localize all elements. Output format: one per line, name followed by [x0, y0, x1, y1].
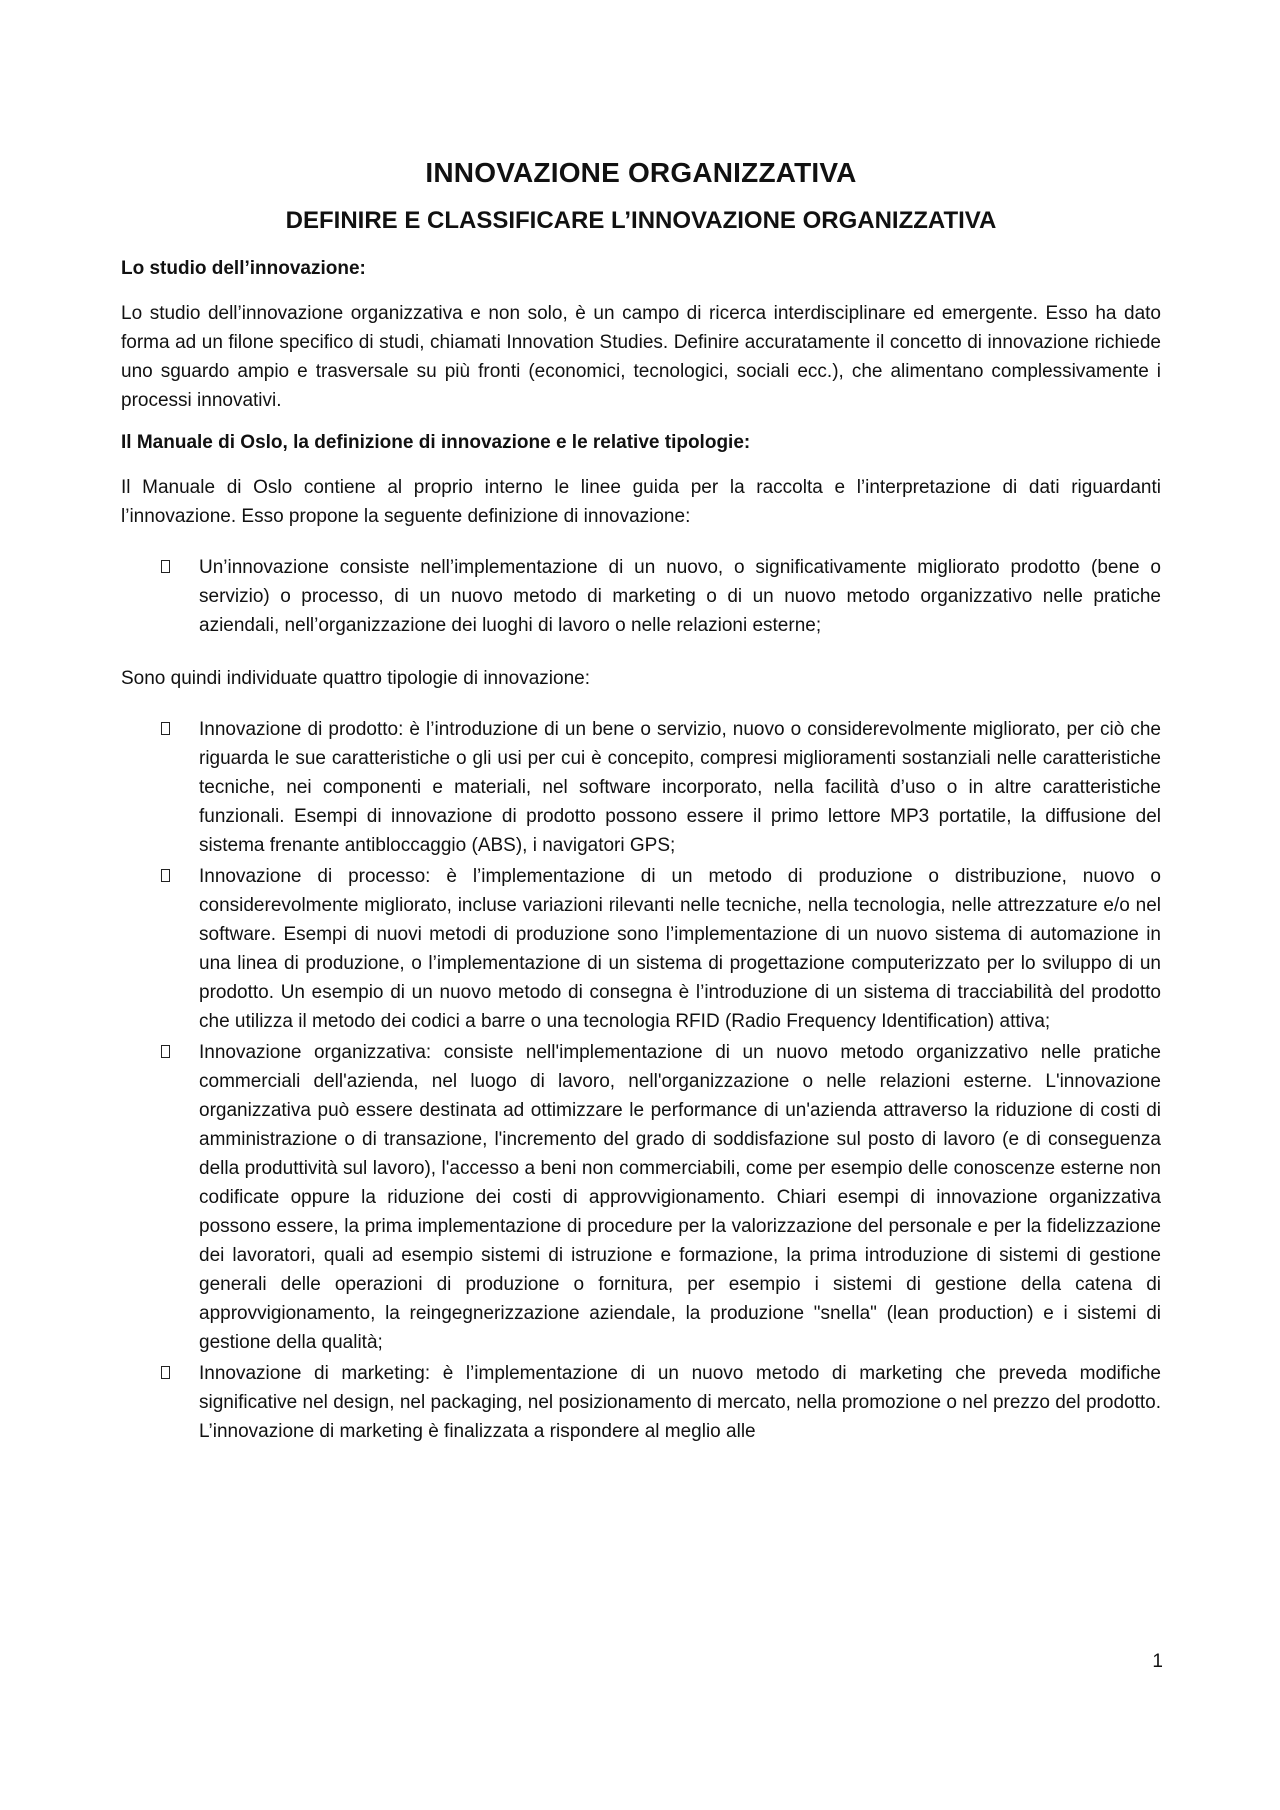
definition-list: [121, 553, 1161, 640]
list-item-organizational-innovation: [121, 1038, 1161, 1357]
paragraph-typologies-intro: Sono quindi individuate quattro tipologie di innovazione:: [121, 668, 591, 689]
list-item-process-innovation: [121, 862, 1161, 1036]
list-item-text: Innovazione organizzativa: consiste nell'implementazione di un nuovo metodo organizzativo nelle pratiche commerciali dell'azienda, nel luogo di lavoro, nell'organizzazione o nelle relazioni esterne. L'innovazione organizzativa può essere destinata ad ottimizzare le performance di un'azienda attraverso la riduzione di costi di amministrazione o di transazione, l'incremento del grado di soddisfazione sul posto di lavoro (e di conseguenza della produttività sul lavoro), l'accesso a beni non commerciabili, come per esempio delle conoscenze esterne non codificate oppure la riduzione dei costi di approvvigionamento. Chiari esempi di innovazione organizzativa possono essere, la prima implementazione di procedure per la valorizzazione del personale e per la fidelizzazione dei lavoratori, quali ad esempio sistemi di istruzione e formazione, la prima introduzione di sistemi di gestione generali delle operazioni di produzione o fornitura, per esempio i sistemi di gestione della catena di approvvigionamento, la reingegnerizzazione aziendale, la produzione "snella" (lean production) e i sistemi di gestione della qualità;: [199, 1042, 1161, 1353]
paragraph-study: Lo studio dell’innovazione organizzativa e non solo, è un campo di ricerca interdisciplinare ed emergente. Esso ha dato forma ad un filone specifico di studi, chiamati Innovation Studies. Definire accuratamente il concetto di innovazione richiede uno sguardo ampio e trasversale su più fronti (economici, tecnologici, sociali ecc.), che alimentano complessivamente i processi innovativi.: [121, 303, 1161, 411]
list-item-product-innovation: [121, 715, 1161, 860]
list-item: [121, 553, 1161, 640]
paragraph-oslo: Il Manuale di Oslo contiene al proprio interno le linee guida per la raccolta e l’interpretazione di dati riguardanti l’innovazione. Esso propone la seguente definizione di innovazione:: [121, 477, 1161, 527]
list-item-text: Innovazione di processo: è l’implementazione di un metodo di produzione o distribuzione, nuovo o considerevolmente migliorato, incluse variazioni rilevanti nelle tecniche, nella tecnologia, nelle attrezzature e/o nel software. Esempi di nuovi metodi di produzione sono l’implementazione di un nuovo sistema di automazione in una linea di produzione, o l’implementazione di un sistema di progettazione computerizzato per lo sviluppo di un prodotto. Un esempio di un nuovo metodo di consegna è l’introduzione di un sistema di tracciabilità del prodotto che utilizza il metodo dei codici a barre o una tecnologia RFID (Radio Frequency Identification) attiva;: [199, 866, 1161, 1032]
list-item-text: Un’innovazione consiste nell’implementazione di un nuovo, o significativamente migliorato prodotto (bene o servizio) o processo, di un nuovo metodo di marketing o di un nuovo metodo organizzativo nelle pratiche aziendali, nell’organizzazione dei luoghi di lavoro o nelle relazioni esterne;: [199, 557, 1161, 636]
bullet-square-icon: [161, 722, 170, 735]
section-heading-study: Lo studio dell’innovazione:: [121, 258, 366, 279]
typologies-list: [121, 715, 1161, 1446]
bullet-square-icon: [161, 1366, 170, 1379]
page-number: 1: [1152, 1651, 1163, 1672]
page-subtitle: DEFINIRE E CLASSIFICARE L’INNOVAZIONE ORGANIZZATIVA: [285, 207, 997, 234]
bullet-square-icon: [161, 560, 170, 573]
list-item-text: Innovazione di marketing: è l’implementazione di un nuovo metodo di marketing che preveda modifiche significative nel design, nel packaging, nel posizionamento di mercato, nella promozione o nel prezzo del prodotto. L’innovazione di marketing è finalizzata a rispondere al meglio alle: [199, 1363, 1161, 1442]
bullet-square-icon: [161, 1045, 170, 1058]
section-heading-oslo: Il Manuale di Oslo, la definizione di innovazione e le relative tipologie:: [121, 432, 751, 453]
list-item-marketing-innovation: [121, 1359, 1161, 1446]
page-content: [121, 155, 1161, 1470]
list-item-text: Innovazione di prodotto: è l’introduzione di un bene o servizio, nuovo o considerevolmente migliorato, per ciò che riguarda le sue caratteristiche o gli usi per cui è concepito, compresi miglioramenti sostanziali nelle caratteristiche tecniche, nei componenti e materiali, nel software incorporato, nella facilità d’uso o in altre caratteristiche funzionali. Esempi di innovazione di prodotto possono essere il primo lettore MP3 portatile, la diffusione del sistema frenante antibloccaggio (ABS), i navigatori GPS;: [199, 719, 1161, 856]
page-title: INNOVAZIONE ORGANIZZATIVA: [425, 157, 857, 188]
bullet-square-icon: [161, 869, 170, 882]
